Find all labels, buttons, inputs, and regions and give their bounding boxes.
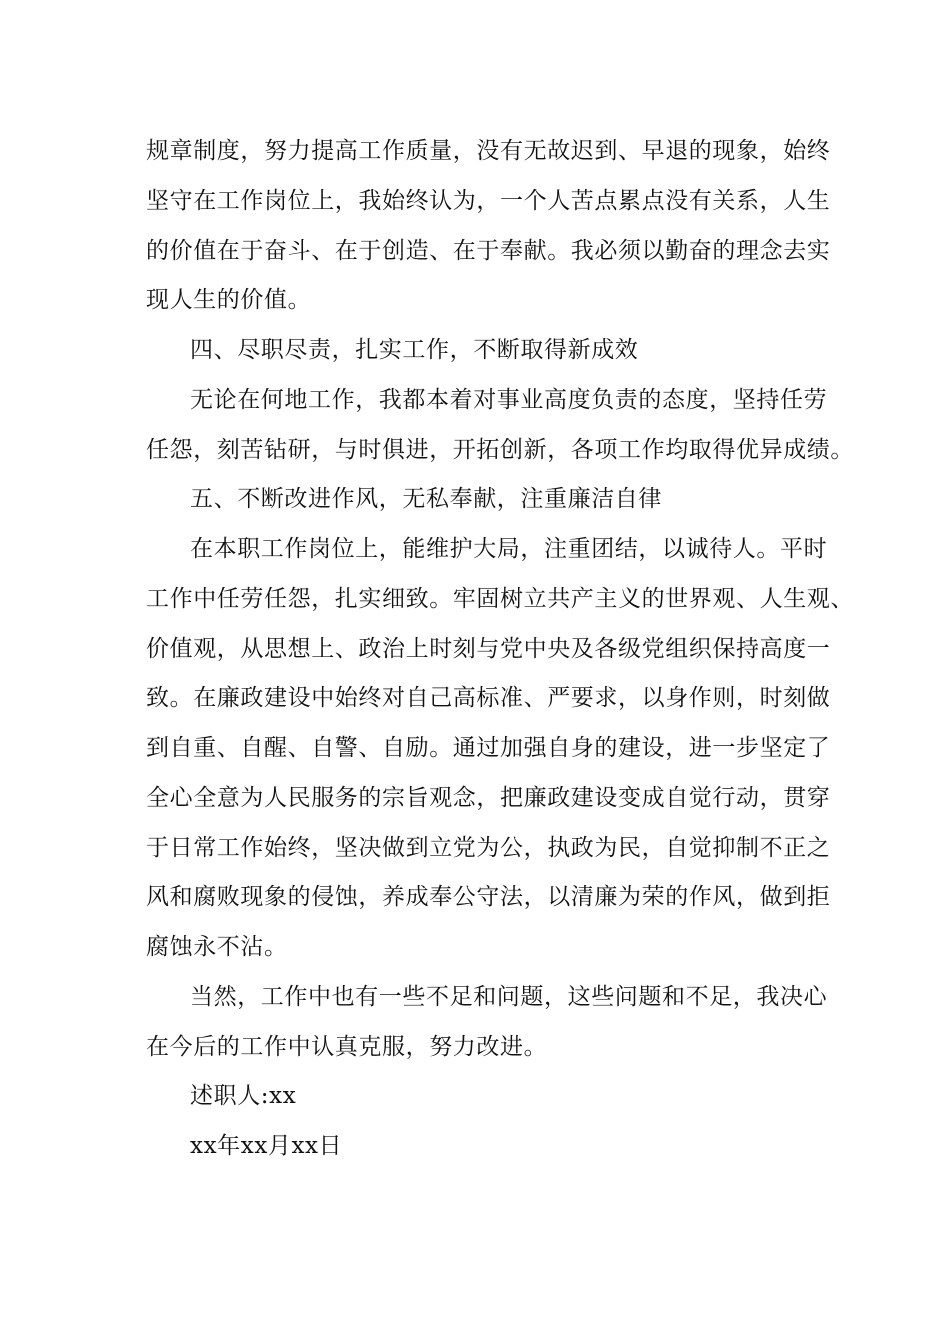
paragraph-line: 当然，工作中也有一些不足和问题，这些问题和不足，我决心: [190, 984, 828, 1010]
paragraph-line: 致。在廉政建设中始终对自己高标准、严要求，以身作则，时刻做: [146, 685, 831, 711]
paragraph-line: 工作中任劳任怨，扎实细致。牢固树立共产主义的世界观、人生观、: [146, 586, 854, 612]
date-line: xx年xx月xx日: [190, 1133, 343, 1159]
paragraph-line: 规章制度，努力提高工作质量，没有无故迟到、早退的现象，始终: [146, 138, 831, 164]
paragraph-line: 腐蚀永不沾。: [146, 934, 288, 960]
section-heading: 五、不断改进作风，无私奉献，注重廉洁自律: [190, 486, 662, 512]
paragraph-line: 于日常工作始终，坚决做到立党为公，执政为民，自觉抑制不正之: [146, 835, 831, 861]
signature-line: 述职人:xx: [190, 1083, 297, 1109]
paragraph-line: 价值观，从思想上、政治上时刻与党中央及各级党组织保持高度一: [146, 636, 831, 662]
paragraph-line: 任怨，刻苦钻研，与时俱进，开拓创新，各项工作均取得优异成绩。: [146, 437, 854, 463]
section-heading: 四、尽职尽责，扎实工作，不断取得新成效: [190, 337, 639, 363]
paragraph-line: 的价值在于奋斗、在于创造、在于奉献。我必须以勤奋的理念去实: [146, 238, 831, 264]
paragraph-line: 全心全意为人民服务的宗旨观念，把廉政建设变成自觉行动，贯穿: [146, 785, 831, 811]
paragraph-line: 坚守在工作岗位上，我始终认为，一个人苦点累点没有关系，人生: [146, 188, 831, 214]
paragraph-line: 在本职工作岗位上，能维护大局，注重团结，以诚待人。平时: [190, 536, 828, 562]
paragraph-line: 到自重、自醒、自警、自励。通过加强自身的建设，进一步坚定了: [146, 735, 831, 761]
paragraph-line: 现人生的价值。: [146, 287, 312, 313]
paragraph-line: 无论在何地工作，我都本着对事业高度负责的态度，坚持任劳: [190, 387, 828, 413]
paragraph-line: 风和腐败现象的侵蚀，养成奉公守法，以清廉为荣的作风，做到拒: [146, 884, 831, 910]
paragraph-line: 在今后的工作中认真克服，努力改进。: [146, 1034, 548, 1060]
